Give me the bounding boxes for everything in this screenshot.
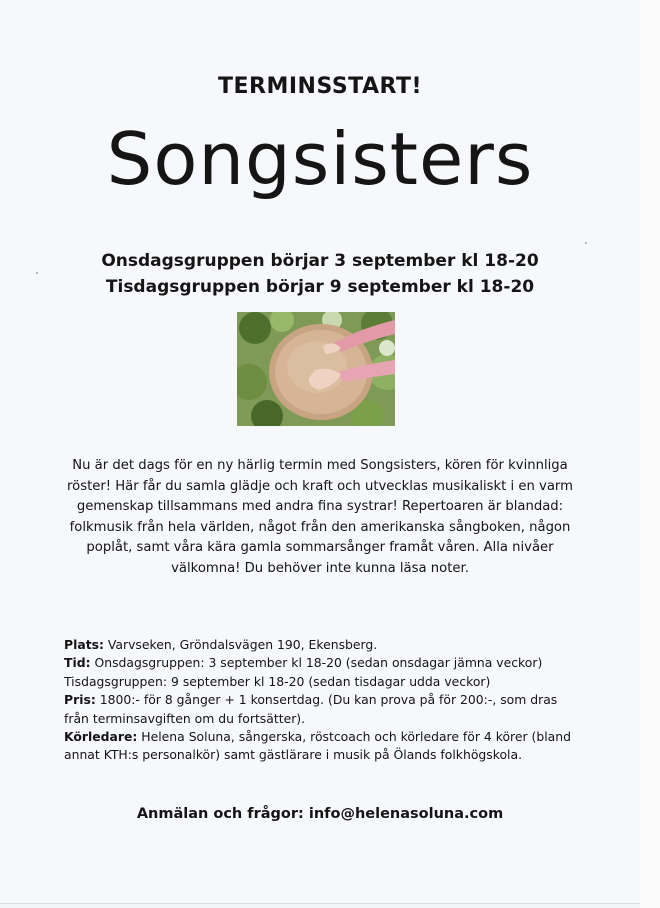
photo-hands-on-drum <box>237 312 395 426</box>
date-line-tuesday: Tisdagsgruppen börjar 9 september kl 18-20 <box>105 277 535 297</box>
info-pris <box>64 691 584 728</box>
info-block <box>64 636 584 765</box>
info-korledare <box>64 728 584 765</box>
tid-value: Onsdagsgruppen: 3 september kl 18-20 (sedan onsdagar jämna veckor) <box>90 655 543 671</box>
pris-value: 1800:- för 8 gånger + 1 konsertdag. (Du kan prova på för 200:-, som dras från terminsavgiften om du fortsätter). <box>64 692 558 726</box>
korledare-label: Körledare: <box>64 729 138 745</box>
tid-label: Tid: <box>64 655 91 671</box>
plats-value: Varvseken, Gröndalsvägen 190, Ekensberg. <box>103 637 378 652</box>
page-title: Songsisters <box>106 117 534 201</box>
contact-line: Anmälan och frågor: info@helenasoluna.com <box>136 806 504 822</box>
info-tid <box>64 654 584 672</box>
plats-label: Plats: <box>64 637 104 652</box>
info-plats <box>64 636 584 654</box>
paper-speck <box>585 242 587 244</box>
description-paragraph: Nu är det dags för en ny härlig termin med Songsisters, kören för kvinnliga röster! Här får du samla glädje och kraft och utvecklas musikaliskt i en varm gemenskap tillsammans med andra fina systrar! Repertoaren är blandad: folkmusik från hela världen, något från den amerikanska sångboken, någon poplåt, samt våra kära gamla sommarsånger framåt våren. Alla nivåer välkomna! Du behöver inte kunna läsa noter. <box>67 458 573 576</box>
page-edge <box>640 0 660 908</box>
start-dates <box>0 248 640 300</box>
drum-photo-illustration <box>237 312 395 426</box>
kicker-heading: TERMINSSTART! <box>218 74 422 99</box>
pris-label: Pris: <box>64 692 96 708</box>
date-line-wednesday: Onsdagsgruppen börjar 3 september kl 18-20 <box>101 251 539 271</box>
info-tid-2: Tisdagsgruppen: 9 september kl 18-20 (sedan tisdagar udda veckor) <box>64 673 491 689</box>
paper-speck <box>36 272 38 274</box>
korledare-value: Helena Soluna, sångerska, röstcoach och körledare för 4 körer (bland annat KTH:s personalkör) samt gästlärare i musik på Ölands folkhögskola. <box>64 729 571 763</box>
